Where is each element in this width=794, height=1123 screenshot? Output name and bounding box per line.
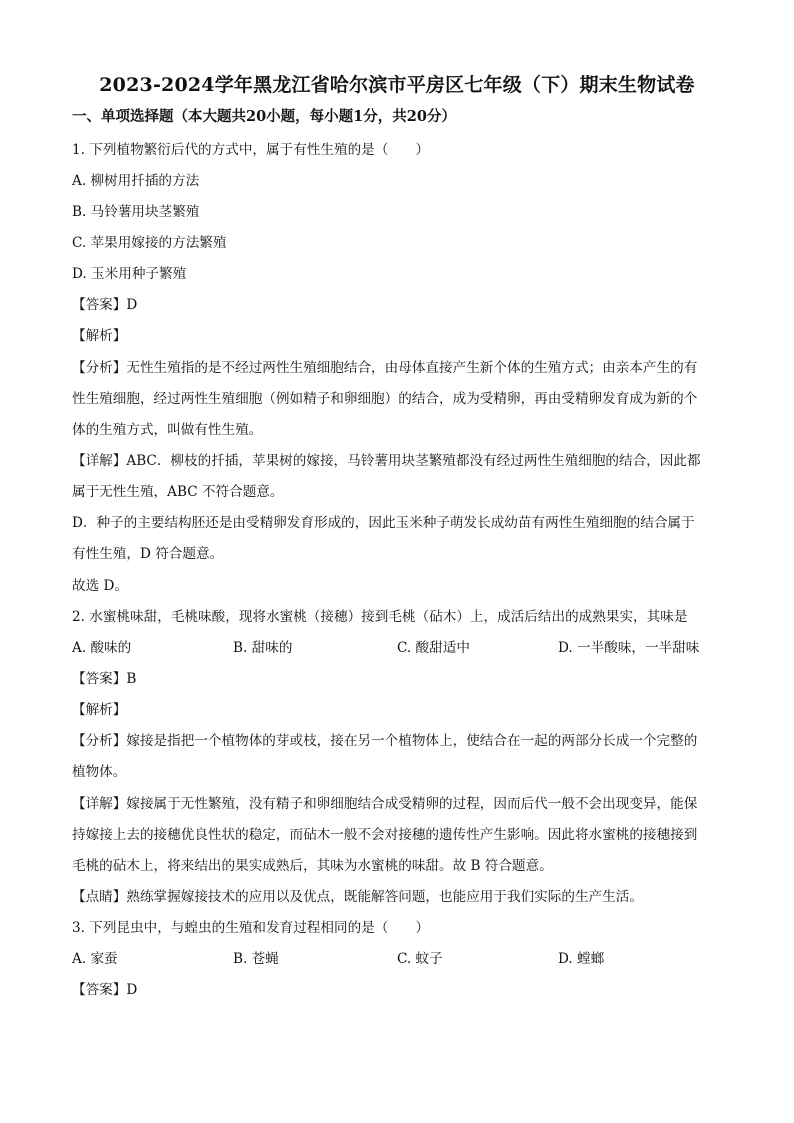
question-3-answer: 【答案】D [72,982,138,998]
question-1-answer: 【答案】D [72,297,138,313]
question-1-jiexi: 【解析】 [72,328,127,344]
page-title: 2023-2024学年黑龙江省哈尔滨市平房区七年级（下）期末生物试卷 [99,74,695,96]
question-2-detail-line: 【详解】嫁接属于无性繁殖，没有精子和卵细胞结合成受精卵的过程，因而后代一般不会出现变异，能保 [72,796,698,812]
question-1-analysis-line: 性生殖细胞，经过两性生殖细胞（例如精子和卵细胞）的结合，成为受精卵，再由受精卵发育成为新的个 [72,391,698,407]
question-2-option-a: A. 酸味的 [72,640,132,656]
question-2-jiexi: 【解析】 [72,702,127,718]
question-1-analysis-line: 【分析】无性生殖指的是不经过两性生殖细胞结合，由母体直接产生新个体的生殖方式；由亲本产生的有 [72,360,698,376]
question-2-analysis-line: 植物体。 [72,764,127,780]
question-2-detail-line: 毛桃的砧木上，将来结出的果实成熟后，其味为水蜜桃的味甜。故 B 符合题意。 [72,858,553,874]
question-3-option-c: C. 蚊子 [397,951,443,967]
question-1-analysis-line: 体的生殖方式，叫做有性生殖。 [72,422,263,438]
question-1-option-c: C. 苹果用嫁接的方法繁殖 [72,235,227,251]
question-2-option-d: D. 一半酸味，一半甜味 [558,640,700,656]
question-1-detail-line: 有性生殖，D 符合题意。 [72,546,224,562]
question-1-detail-line: 【详解】ABC．柳枝的扦插，苹果树的嫁接，马铃薯用块茎繁殖都没有经过两性生殖细胞的结合，因此都 [72,453,701,469]
question-2-answer: 【答案】B [72,671,137,687]
question-3-option-b: B. 苍蝇 [233,951,279,967]
question-1-option-d: D. 玉米用种子繁殖 [72,266,187,282]
question-3-option-d: D. 螳螂 [558,951,605,967]
question-3-stem: 3. 下列昆虫中，与蝗虫的生殖和发育过程相同的是（ ） [72,920,430,936]
question-2-analysis-line: 【分析】嫁接是指把一个植物体的芽或枝，接在另一个植物体上，使结合在一起的两部分长成一个完整的 [72,733,698,749]
question-2-option-b: B. 甜味的 [233,640,293,656]
question-3-option-a: A. 家蚕 [72,951,118,967]
question-1-option-a: A. 柳树用扦插的方法 [72,173,200,189]
question-1-detail-line: 故选 D。 [72,578,129,594]
question-2-option-c: C. 酸甜适中 [397,640,470,656]
question-1-option-b: B. 马铃薯用块茎繁殖 [72,204,200,220]
section-heading: 一、单项选择题（本大题共20小题，每小题1分，共20分） [72,108,456,125]
question-1-detail-line: 属于无性生殖，ABC 不符合题意。 [72,484,284,500]
question-2-stem: 2. 水蜜桃味甜，毛桃味酸，现将水蜜桃（接穗）接到毛桃（砧木）上，成活后结出的成熟果实，其味是 [72,609,688,625]
question-1-detail-line: D．种子的主要结构胚还是由受精卵发育形成的，因此玉米种子萌发长成幼苗有两性生殖细胞的结合属于 [72,515,695,531]
question-2-comment: 【点睛】熟练掌握嫁接技术的应用以及优点，既能解答问题，也能应用于我们实际的生产生活。 [72,889,643,905]
question-2-detail-line: 持嫁接上去的接穗优良性状的稳定，而砧木一般不会对接穗的遗传性产生影响。因此将水蜜桃的接穗接到 [72,827,698,843]
question-1-stem: 1. 下列植物繁衍后代的方式中，属于有性生殖的是（ ） [72,142,430,158]
